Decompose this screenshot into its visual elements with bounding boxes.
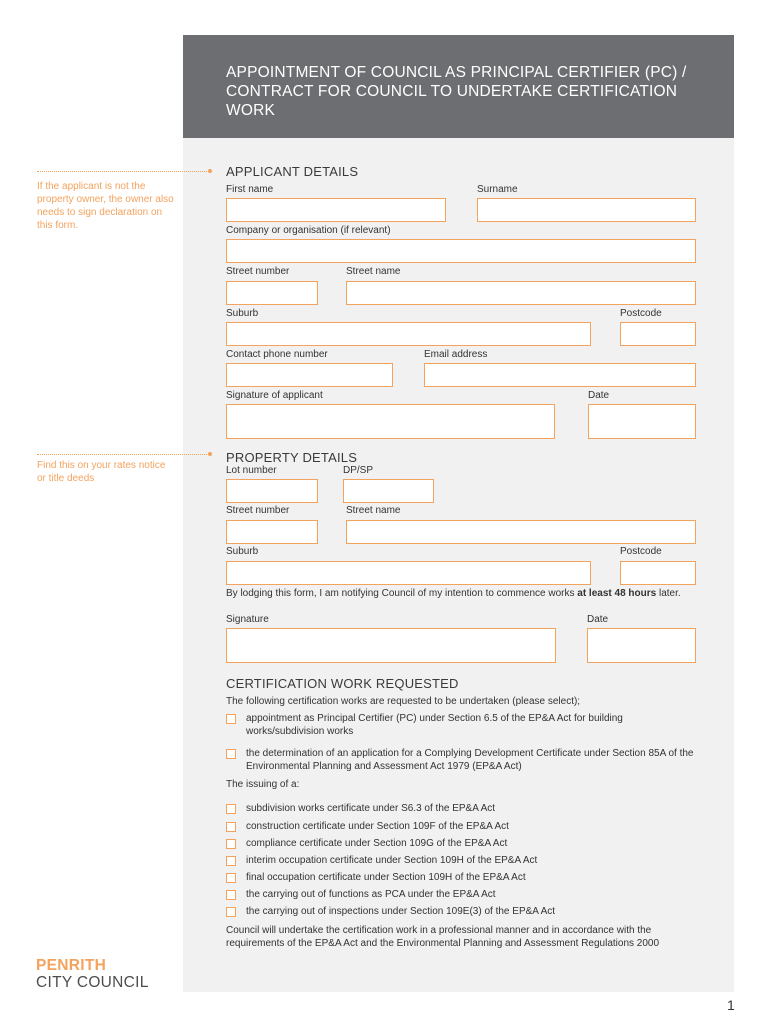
suburb-field[interactable] <box>226 322 591 346</box>
street-number-label: Street number <box>226 266 290 277</box>
checkbox-option[interactable] <box>226 873 236 883</box>
lodging-notice: By lodging this form, I am notifying Council of my intention to commence works at least 48 hours later. <box>226 588 681 599</box>
option-pca-functions: the carrying out of functions as PCA under the EP&A Act <box>246 889 496 900</box>
dpsp-field[interactable] <box>343 479 434 503</box>
checkbox-option[interactable] <box>226 890 236 900</box>
dpsp-label: DP/SP <box>343 465 374 476</box>
option-subdivision-works: subdivision works certificate under S6.3 of the EP&A Act <box>246 803 496 814</box>
certification-intro: The following certification works are requested to be undertaken (please select); <box>226 696 581 707</box>
certification-section-title: CERTIFICATION WORK REQUESTED <box>226 676 459 691</box>
surname-label: Surname <box>477 184 518 195</box>
property-postcode-field[interactable] <box>620 561 696 585</box>
property-signature-field[interactable] <box>226 628 556 663</box>
postcode-field[interactable] <box>620 322 696 346</box>
suburb-label: Suburb <box>226 308 259 319</box>
applicant-date-label: Date <box>588 390 610 401</box>
email-label: Email address <box>424 349 488 360</box>
property-date-field[interactable] <box>587 628 696 663</box>
note-leader-dot <box>208 169 212 173</box>
property-suburb-label: Suburb <box>226 546 259 557</box>
closing-statement: Council will undertake the certification work in a professional manner and in accordance with the requirements of the EP&A Act and the Environmental Planning and Assessment Regulations 2000 <box>226 925 660 949</box>
option-construction: construction certificate under Section 109F of the EP&A Act <box>246 821 509 832</box>
applicant-note: If the applicant is not the property owner, the owner also needs to sign declaration on this form. <box>37 181 174 231</box>
lot-number-field[interactable] <box>226 479 318 503</box>
property-suburb-field[interactable] <box>226 561 591 585</box>
applicant-section-title: APPLICANT DETAILS <box>226 164 359 179</box>
note-leader-dot <box>208 452 212 456</box>
council-logo-line1: PENRITH <box>36 957 107 974</box>
property-date-label: Date <box>587 614 609 625</box>
surname-field[interactable] <box>477 198 696 222</box>
company-label: Company or organisation (if relevant) <box>226 225 391 236</box>
street-number-field[interactable] <box>226 281 318 305</box>
company-field[interactable] <box>226 239 696 263</box>
property-street-name-field[interactable] <box>346 520 696 544</box>
street-name-label: Street name <box>346 266 401 277</box>
checkbox-cdc-determination[interactable] <box>226 749 236 759</box>
option-interim-occupation: interim occupation certificate under Section 109H of the EP&A Act <box>246 855 538 866</box>
checkbox-option[interactable] <box>226 804 236 814</box>
applicant-signature-label: Signature of applicant <box>226 390 323 401</box>
lot-number-label: Lot number <box>226 465 277 476</box>
option-pc-appointment: appointment as Principal Certifier (PC) under Section 6.5 of the EP&A Act for building works/subdivision works <box>246 713 623 737</box>
checkbox-option[interactable] <box>226 822 236 832</box>
option-compliance: compliance certificate under Section 109G of the EP&A Act <box>246 838 508 849</box>
checkbox-option[interactable] <box>226 907 236 917</box>
note-leader-line <box>37 171 209 172</box>
page-number: 1 <box>727 997 735 1013</box>
property-street-number-label: Street number <box>226 505 290 516</box>
issuing-label: The issuing of a: <box>226 779 300 790</box>
street-name-field[interactable] <box>346 281 696 305</box>
property-signature-label: Signature <box>226 614 269 625</box>
property-note: Find this on your rates notice or title deeds <box>37 460 166 484</box>
applicant-signature-field[interactable] <box>226 404 555 439</box>
property-section-title: PROPERTY DETAILS <box>226 450 358 465</box>
first-name-field[interactable] <box>226 198 446 222</box>
property-street-number-field[interactable] <box>226 520 318 544</box>
option-cdc-determination: the determination of an application for a Complying Development Certificate under Section 85A of the Environmental Planning and Assessment Act 1979 (EP&A Act) <box>246 748 694 772</box>
email-field[interactable] <box>424 363 696 387</box>
checkbox-option[interactable] <box>226 856 236 866</box>
option-inspections: the carrying out of inspections under Section 109E(3) of the EP&A Act <box>246 906 556 917</box>
phone-label: Contact phone number <box>226 349 328 360</box>
option-final-occupation: final occupation certificate under Section 109H of the EP&A Act <box>246 872 526 883</box>
property-postcode-label: Postcode <box>620 546 662 557</box>
council-logo-line2: CITY COUNCIL <box>36 974 149 991</box>
applicant-date-field[interactable] <box>588 404 696 439</box>
property-street-name-label: Street name <box>346 505 401 516</box>
phone-field[interactable] <box>226 363 393 387</box>
page-title: APPOINTMENT OF COUNCIL AS PRINCIPAL CERTIFIER (PC) / CONTRACT FOR COUNCIL TO UNDERTAKE CERTIFICATION WORK <box>226 64 687 119</box>
first-name-label: First name <box>226 184 274 195</box>
checkbox-option[interactable] <box>226 839 236 849</box>
postcode-label: Postcode <box>620 308 662 319</box>
note-leader-line <box>37 454 209 455</box>
checkbox-pc-appointment[interactable] <box>226 714 236 724</box>
